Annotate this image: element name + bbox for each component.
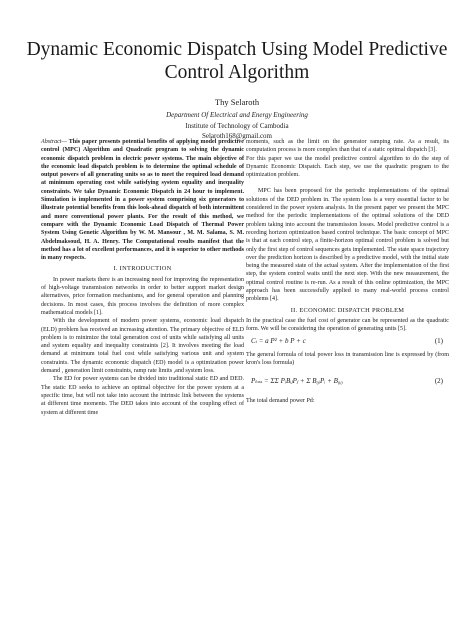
intro-paragraph-1: In power markets there is an increasing need for improving the representation of high-voltage transmission networks in order to better support market design alternatives, price formation mechanisms, and for general operation and planning decisions. In most cases, this process involves the definition of more complex mathematical models [1]. xyxy=(41,276,244,316)
equation-2-body: Ploss = ΣΣ PᵢBᵢⱼPⱼ + Σ B₀ᵢPᵢ + B₀₀ xyxy=(251,377,343,386)
right-column xyxy=(246,138,449,405)
intro-paragraph-2: With the development of modern power systems, economic load dispatch (ELD) problem has received an increasing attention. The primary objective of ELD problem is to minimize the total generation cost of units while satisfying all units and system equality and inequality constraints [2]. It involves meeting the load demand at minimum total fuel cost while satisfying various unit and system constraints. The dynamic economic dispatch (ED) model is a optimization power demand , generation limit constraints, ramp rate limits ,and system loss. xyxy=(41,318,244,375)
abstract xyxy=(41,138,244,262)
section2-paragraph-3: The total demand power Pd: xyxy=(246,398,315,405)
equation-1-body: Ci = a P² + b P + c xyxy=(251,336,306,345)
intro-paragraph-3: The ED for power systems can be divided into traditional static ED and DED. The static ED seeks to achieve an optimal objective for the power system at a specific time, but will not take into account the intrinsic link between the systems at different time moments. The DED takes into account of the coupling effect of system at different time xyxy=(41,376,244,416)
abstract-label: Abstract— xyxy=(41,139,67,145)
equation-1 xyxy=(246,334,449,351)
department: Department Of Electrical and Energy Engineering xyxy=(166,111,308,119)
right-paragraph-1: moments, such as the limit on the generator ramping rate. As a result, its computation process is more complex than that of a static optimal dispatch [3]. xyxy=(246,139,449,154)
affiliation xyxy=(0,110,474,142)
right-paragraph-3: MPC has been proposed for the periodic implementations of the optimal solutions of the DED problem in. The system loss is a very essential factor to be considered in the power system analysis. In the present paper we present the MPC method for the periodic implementations of the optimal solutions of the DED problem taking into account the transmission losses. Model predictive control is a receding horizon optimization based control technique. The basic concept of MPC is that at each control step, a finite-horizon optimal control problem is solved but only the first step of control sequences gets implemented. The state space trajectory over the prediction horizon is described by a predictive model, with the initial state being the measured state of the actual system. After the implementation of the first step, the system control waits until the next step. With the new measurement, the optimal control routine is re-run. As a result of this online optimization, the MPC approach has been successfully applied to many real-world process control problems [4]. xyxy=(246,188,449,303)
equation-1-number: (1) xyxy=(434,336,443,345)
author-name: Thy Selaroth xyxy=(214,97,260,107)
section2-paragraph-2: The general formula of total power loss in transmission line is expressed by (from kron's loss formula) xyxy=(246,351,449,366)
equation-2 xyxy=(246,367,449,397)
institute: Institute of Technology of Cambodia xyxy=(185,121,289,130)
section2-paragraph-1: In the practical case the fuel cost of generator can be represented as the quadratic form. We will be considering the operation of generating units [5]. xyxy=(246,317,449,333)
right-paragraph-2: For this paper we use the model predictive control algorithm to do the step of Dynamic Economic Dispatch. Each step, we use the quadratic program to the optimization problem. xyxy=(246,155,449,179)
abstract-body: This paper presents potential benefits of applying model predictive control (MPC) Algorithm and Quadratic program to solving the dynamic economic dispatch problem in electric power systems. The main objective of the economic load dispatch problem is to determine the optimal schedule of output powers of all generating units so as to meet the required load demand at minimum operating cost while satisfying system equality and inequality constraints. We take Dynamic Economic Dispatch in 24 hour to implement. Simulation is implemented in a power system comprising six generators to illustrate potential benefits from this look-ahead dispatch of both intermittent and more conventional power plants. For the result of this method, we compare with the Dynamic Economic Load Dispatch of Thermal Power System Using Genetic Algorithm by W. M. Mansour , M. M. Salama, S. M. Abdelmaksoud, H. A. Henry. The Computational results manifest that the method has a lot of excellent performances, and it is superior to other methods in many respects. xyxy=(41,139,244,262)
section-heading-economic-dispatch: II. ECONOMIC DISPATCH PROBLEM xyxy=(290,306,405,314)
left-column xyxy=(41,138,244,417)
author-email: Selaroth168@gmail.com xyxy=(201,132,273,140)
equation-2-number: (2) xyxy=(434,377,443,386)
paper-title: Dynamic Economic Dispatch Using Model Predictive Control Algorithm xyxy=(26,39,448,83)
section-heading-introduction: I. INTRODUCTION xyxy=(113,265,172,273)
